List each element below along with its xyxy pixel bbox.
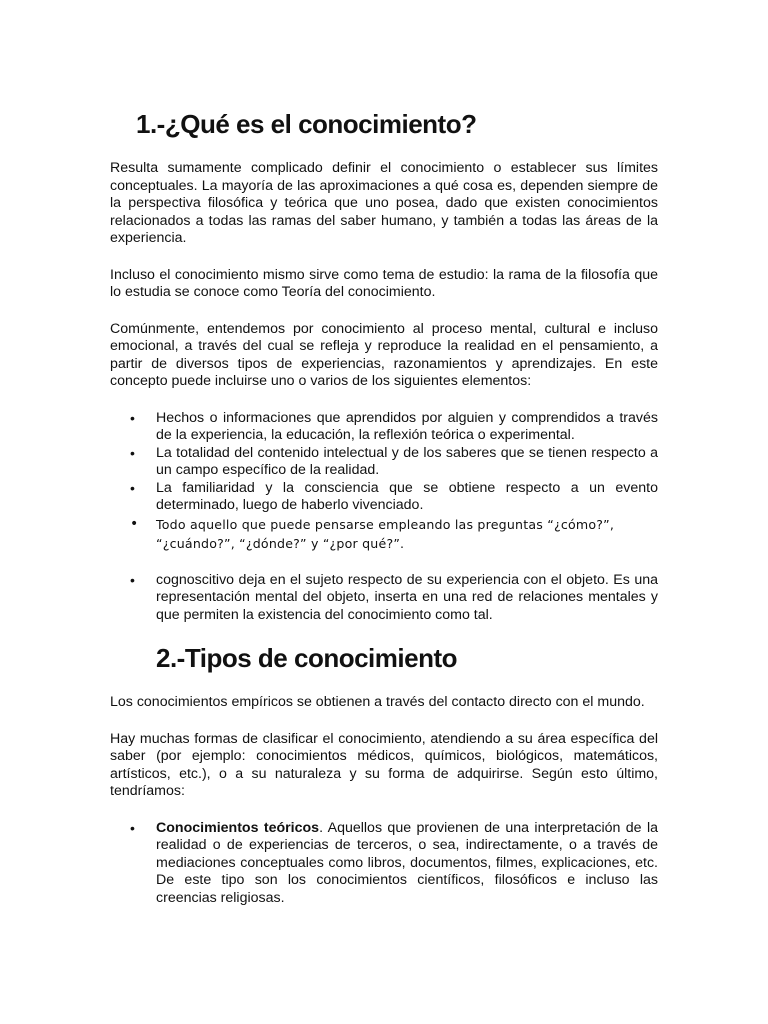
- section-1-heading: 1.-¿Qué es el conocimiento?: [136, 109, 477, 139]
- document-page: [110, 100, 658, 907]
- section-1-paragraph-1: Resulta sumamente complicado definir el conocimiento o establecer sus límites conceptuales. La mayoría de las aproximaciones a qué cosa es, dependen siempre de la perspectiva filosófica y teórica que uno posea, dado que existen conocimientos relacionados a todas las ramas del saber humano, y también a todas las áreas de la experiencia.: [110, 160, 658, 246]
- list-item: [110, 515, 658, 553]
- list-item: [110, 820, 658, 908]
- list-item-text: La totalidad del contenido intelectual y de los saberes que se tienen respecto a un campo específico de la realidad.: [156, 444, 658, 478]
- section-1-extra-list: [110, 572, 658, 625]
- section-2-paragraph-1: Los conocimientos empíricos se obtienen a través del contacto directo con el mundo.: [110, 694, 645, 710]
- section-2-heading: 2.-Tipos de conocimiento: [156, 643, 458, 673]
- bullet-icon: •: [130, 515, 139, 532]
- bullet-icon: •: [130, 409, 135, 426]
- section-1-paragraph-2: Incluso el conocimiento mismo sirve como tema de estudio: la rama de la filosofía que lo estudia se conoce como Teoría del conocimiento.: [110, 266, 658, 300]
- list-item: [110, 480, 658, 515]
- section-2-paragraph-2: Hay muchas formas de clasificar el conocimiento, atendiendo a su área específica del saber (por ejemplo: conocimientos médicos, químicos, biológicos, matemáticos, artísticos, etc.), o a su naturaleza y su forma de adquirirse. Según esto último, tendríamos:: [110, 730, 658, 799]
- list-item-text: Todo aquello que puede pensarse empleando las preguntas “¿cómo?”, “¿cuándo?”, “¿dónde?” y “¿por qué?”.: [156, 516, 615, 551]
- list-item: [110, 410, 658, 445]
- bullet-icon: •: [130, 479, 135, 496]
- section-1-paragraph-3: Comúnmente, entendemos por conocimiento al proceso mental, cultural e incluso emocional, a través del cual se refleja y reproduce la realidad en el pensamiento, a partir de diversos tipos de experiencias, razonamientos y aprendizajes. En este concepto puede incluirse uno o varios de los siguientes elementos:: [110, 320, 658, 389]
- list-item-text: . Aquellos que provienen de una interpretación de la realidad o de experiencias de terceros, o sea, indirectamente, o a través de mediaciones conceptuales como libros, documentos, filmes, explicaciones, etc. De este tipo son los conocimientos científicos, filosóficos e incluso las creencias religiosas.: [156, 819, 658, 906]
- section-1-bullet-list: [110, 410, 658, 553]
- bullet-icon: •: [130, 444, 135, 461]
- list-item-text: Hechos o informaciones que aprendidos por alguien y comprendidos a través de la experiencia, la educación, la reflexión teórica o experimental.: [156, 409, 658, 443]
- bullet-icon: •: [130, 571, 135, 588]
- bullet-icon: •: [130, 819, 135, 836]
- section-2-bullet-list: [110, 820, 658, 908]
- list-item: [110, 572, 658, 625]
- list-item-text: La familiaridad y la consciencia que se obtiene respecto a un evento determinado, luego de haberlo vivenciado.: [156, 479, 658, 513]
- list-item: [110, 445, 658, 480]
- list-item-text: cognoscitivo deja en el sujeto respecto de su experiencia con el objeto. Es una representación mental del objeto, inserta en una red de relaciones mentales y que permiten la existencia del conocimiento como tal.: [156, 571, 658, 623]
- list-item-term: Conocimientos teóricos: [156, 819, 320, 836]
